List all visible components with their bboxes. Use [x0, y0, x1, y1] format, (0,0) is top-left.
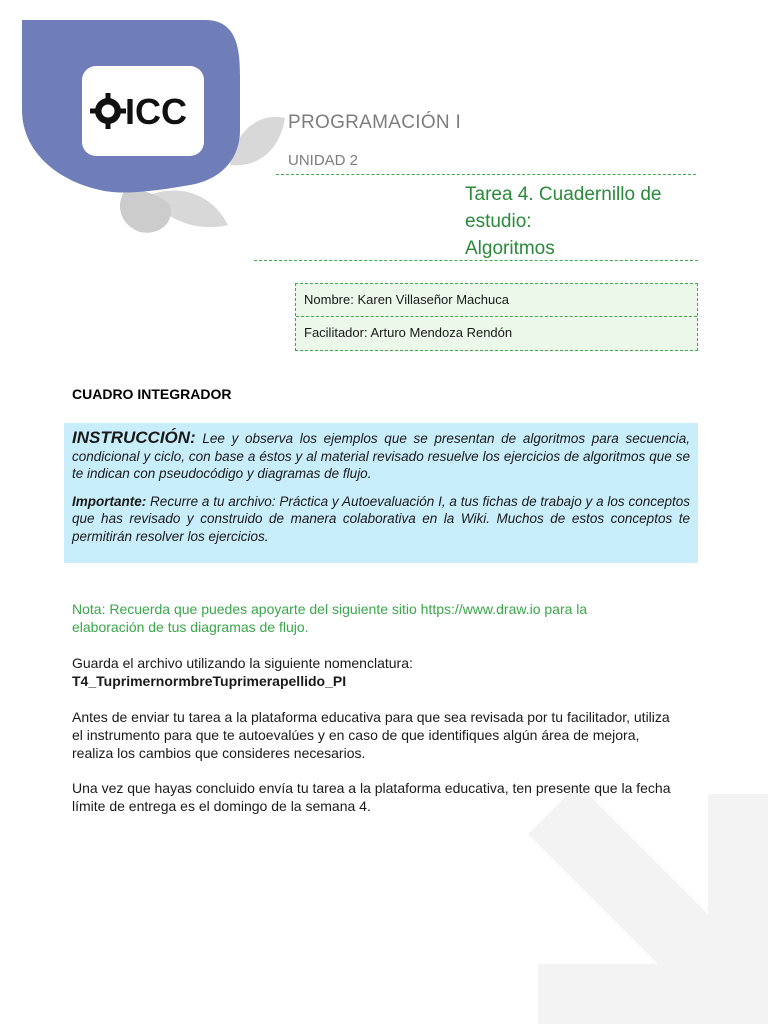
instruction-text: Lee y observa los ejemplos que se presentan de algoritmos para secuencia, condicional y ciclo, con base a éstos y al material revisado resuelve los ejercicios de algoritmos que se te indican con pseudocódigo y diagramas de flujo. — [72, 431, 690, 481]
header-divider-top — [276, 174, 696, 175]
important-text: Recurre a tu archivo: Práctica y Autoevaluación I, a tus fichas de trabajo y a los conceptos que has revisado y construido de manera colaborativa en la Wiki. Muchos de estos conceptos te permitirán resolver los ejercicios. — [72, 493, 690, 544]
student-info-box — [295, 283, 698, 351]
task-title-line1: Tarea 4. Cuadernillo de — [465, 184, 662, 205]
logo-text: ICC — [125, 91, 187, 132]
task-title-line2: estudio: — [465, 211, 532, 232]
task-title — [465, 181, 725, 262]
drawio-note: Nota: Recuerda que puedes apoyarte del siguiente sitio https://www.draw.io para la elaboración de tus diagramas de flujo. — [72, 601, 588, 635]
header-logo-art — [0, 0, 300, 240]
task-title-line3: Algoritmos — [465, 238, 555, 259]
instruction-paragraph — [72, 429, 690, 483]
student-name: Nombre: Karen Villaseñor Machuca — [304, 292, 509, 307]
facilitator-name: Facilitador: Arturo Mendoza Rendón — [296, 316, 697, 349]
important-paragraph — [72, 493, 690, 546]
before-sending-paragraph: Antes de enviar tu tarea a la plataforma educativa para que sea revisada por tu facilitador, utiliza el instrumento para que te autoevalúes y en caso de que identifiques algún área de mejora, realiza los cambios que consideres necesarios. — [72, 709, 670, 761]
save-instruction: Guarda el archivo utilizando la siguiente nomenclatura: — [72, 655, 413, 671]
corner-arrow-decoration — [508, 784, 768, 1024]
course-title: PROGRAMACIÓN I — [288, 112, 462, 133]
instruction-lead: INSTRUCCIÓN: — [72, 428, 196, 447]
instruction-box — [64, 423, 698, 563]
deadline-paragraph: Una vez que hayas concluido envía tu tarea a la plataforma educativa, ten presente que la fecha límite de entrega es el domingo de la semana 4. — [72, 780, 671, 814]
unit-label: UNIDAD 2 — [288, 152, 359, 169]
section-title: CUADRO INTEGRADOR — [72, 386, 232, 402]
file-name-format: T4_TuprimernormbreTuprimerapellido_PI — [72, 673, 347, 689]
header-divider-bottom — [254, 260, 698, 261]
important-label: Importante: — [72, 493, 147, 509]
save-instruction-block — [72, 654, 682, 690]
